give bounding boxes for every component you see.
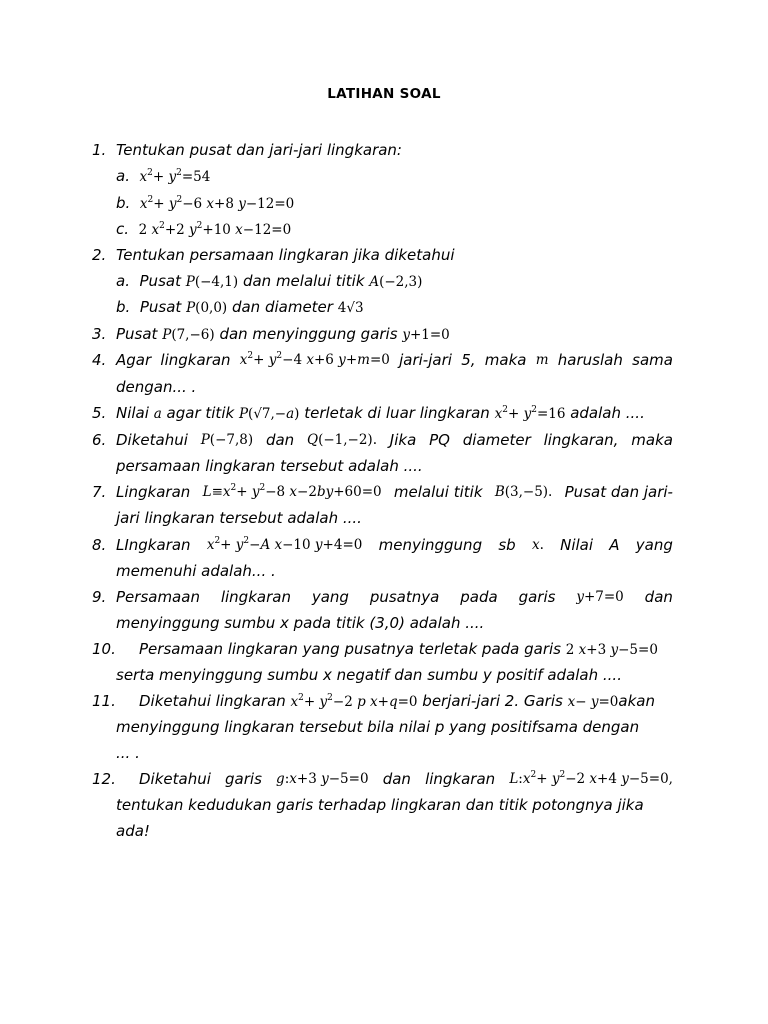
question-11-cont: menyinggung lingkaran tersebut bila nilai p yang positifsama dengan xyxy=(116,718,640,736)
question-10 xyxy=(139,639,673,660)
equation: g:x+3 y−5=0 xyxy=(276,771,369,787)
word: garis xyxy=(518,588,556,606)
equation: x− y=0 xyxy=(567,694,619,710)
equation: 2 $x^2+2$ $y^2+10$ x−12=0 xyxy=(138,221,292,238)
word: Persamaan xyxy=(116,588,200,606)
word: Diketahui xyxy=(139,770,211,788)
variable: a xyxy=(153,406,162,422)
question-9 xyxy=(116,587,673,607)
question-4 xyxy=(116,350,673,370)
item-number: 6. xyxy=(92,431,107,449)
word: maka xyxy=(631,431,673,449)
question-3 xyxy=(116,324,673,345)
equation: $x^2+ y^2-2$ p x+q=0 xyxy=(290,693,418,710)
question-7-cont: jari lingkaran tersebut adalah .... xyxy=(116,509,362,527)
item-number: 3. xyxy=(92,325,107,343)
word: sb xyxy=(498,536,516,554)
equation: $x^2+ y^2-A$ x−10 y+4=0 xyxy=(206,536,363,553)
word: Agar xyxy=(116,351,152,369)
word: lingkaran, xyxy=(543,431,619,449)
question-4-cont: dengan... . xyxy=(116,378,197,396)
word: lingkaran xyxy=(425,770,496,788)
word: dan xyxy=(265,431,295,449)
word: lingkaran xyxy=(160,351,231,369)
equation: 2 x+3 y−5=0 xyxy=(565,642,658,658)
text: Diketahui lingkaran xyxy=(139,692,286,710)
word: A xyxy=(609,536,620,554)
point-b: B(3,−5). xyxy=(494,484,553,500)
question-text: Tentukan persamaan lingkaran jika diketahui xyxy=(116,246,455,264)
point-a: A(−2,3) xyxy=(369,274,423,290)
text: dan melalui titik xyxy=(242,272,365,290)
item-number: 11. xyxy=(92,692,116,710)
point-p: P(0,0) xyxy=(186,300,228,316)
question-12-cont2: ada! xyxy=(116,822,150,840)
item-number: 1. xyxy=(92,141,107,159)
item-number: 4. xyxy=(92,351,107,369)
question-11-cont2: ... . xyxy=(116,744,140,762)
sub-label: a. xyxy=(116,167,130,185)
word: dan xyxy=(382,770,411,788)
question-1b xyxy=(116,193,673,214)
word: garis xyxy=(225,770,262,788)
text: terletak di luar lingkaran xyxy=(304,404,490,422)
word: haruslah xyxy=(557,351,623,369)
word: lingkaran xyxy=(220,588,291,606)
word: menyinggung xyxy=(378,536,483,554)
text: Persamaan lingkaran yang pusatnya terletak pada garis xyxy=(139,640,561,658)
word: yang xyxy=(311,588,349,606)
word: 5, xyxy=(461,351,476,369)
text: dan diameter xyxy=(231,298,333,316)
text: Pusat xyxy=(139,298,182,316)
word: Jika xyxy=(389,431,417,449)
point-p: P(−7,8) xyxy=(200,432,254,448)
word: yang xyxy=(635,536,673,554)
item-number: 9. xyxy=(92,588,107,606)
item-number: 2. xyxy=(92,246,107,264)
text: agar titik xyxy=(166,404,235,422)
question-8 xyxy=(116,535,673,555)
question-2 xyxy=(116,245,673,265)
word: sama xyxy=(632,351,673,369)
word: LIngkaran xyxy=(116,536,191,554)
word: PQ xyxy=(429,431,450,449)
point-p: P(√7,−a) xyxy=(238,406,300,422)
question-8-cont: memenuhi adalah... . xyxy=(116,562,276,580)
word: melalui titik xyxy=(393,483,483,501)
point-q: Q(−1,−2). xyxy=(306,432,377,448)
question-6 xyxy=(116,430,673,450)
question-12-cont: tentukan kedudukan garis terhadap lingkaran dan titik potongnya jika xyxy=(116,796,644,814)
point-p: P(7,−6) xyxy=(162,327,215,343)
diameter-value: 4√3 xyxy=(337,300,364,316)
text: adalah .... xyxy=(570,404,645,422)
question-5 xyxy=(116,403,673,424)
word: Nilai xyxy=(560,536,594,554)
question-9-cont: menyinggung sumbu x pada titik (3,0) adalah .... xyxy=(116,614,485,632)
variable: x. xyxy=(531,537,544,553)
sub-label: b. xyxy=(116,194,131,212)
text: Nilai xyxy=(116,404,149,422)
question-2b xyxy=(116,297,673,318)
text: Pusat xyxy=(116,325,158,343)
equation: $x^2+ y^2=54$ xyxy=(139,168,211,185)
item-number: 5. xyxy=(92,404,107,422)
equation: y+7=0 xyxy=(576,589,624,605)
word: diameter xyxy=(462,431,531,449)
question-6-cont: persamaan lingkaran tersebut adalah .... xyxy=(116,457,423,475)
sub-label: b. xyxy=(116,298,131,316)
question-1a xyxy=(116,166,673,187)
equation: $x^2+ y^2-4$ x+6 y+m=0 xyxy=(239,351,390,368)
word: dan xyxy=(644,588,673,606)
equation: $x^2+ y^2=16$ xyxy=(494,405,566,422)
question-1 xyxy=(116,140,673,160)
point-p: P(−4,1) xyxy=(185,274,239,290)
question-12 xyxy=(139,769,673,789)
sub-label: c. xyxy=(116,220,130,238)
question-7 xyxy=(116,482,673,502)
variable: m xyxy=(535,352,549,368)
word: Pusat dan jari- xyxy=(564,483,673,501)
question-text: Tentukan pusat dan jari-jari lingkaran: xyxy=(116,141,402,159)
item-number: 10. xyxy=(92,640,116,658)
equation: y+1=0 xyxy=(402,327,450,343)
equation: $L:x^2+ y^2-2$ x+4 y−5=0, xyxy=(509,770,673,787)
page-title: LATIHAN SOAL xyxy=(327,86,441,102)
text: dan menyinggung garis xyxy=(219,325,398,343)
word: Diketahui xyxy=(116,431,188,449)
text: Pusat xyxy=(139,272,181,290)
equation: $x^2+ y^2-6$ x+8 y−12=0 xyxy=(139,195,295,212)
equation: $L\equiv x^2+ y^2-8$ x−2by+60=0 xyxy=(202,483,382,500)
text: berjari-jari 2. Garis xyxy=(422,692,563,710)
question-1c xyxy=(116,219,673,240)
word: jari-jari xyxy=(399,351,452,369)
question-11: Diketahui lingkaran $x^2+ y^2-2$ p x+q=0 berjari-jari 2. Garis x− y=0akan xyxy=(139,692,655,710)
sub-label: a. xyxy=(116,272,130,290)
item-number: 12. xyxy=(92,770,116,788)
item-number: 7. xyxy=(92,483,107,501)
word: pada xyxy=(460,588,498,606)
word: Lingkaran xyxy=(116,483,191,501)
question-2a xyxy=(116,271,673,292)
item-number: 8. xyxy=(92,536,107,554)
question-10-cont: serta menyinggung sumbu x negatif dan sumbu y positif adalah .... xyxy=(116,666,622,684)
word: pusatnya xyxy=(369,588,440,606)
word: maka xyxy=(484,351,527,369)
